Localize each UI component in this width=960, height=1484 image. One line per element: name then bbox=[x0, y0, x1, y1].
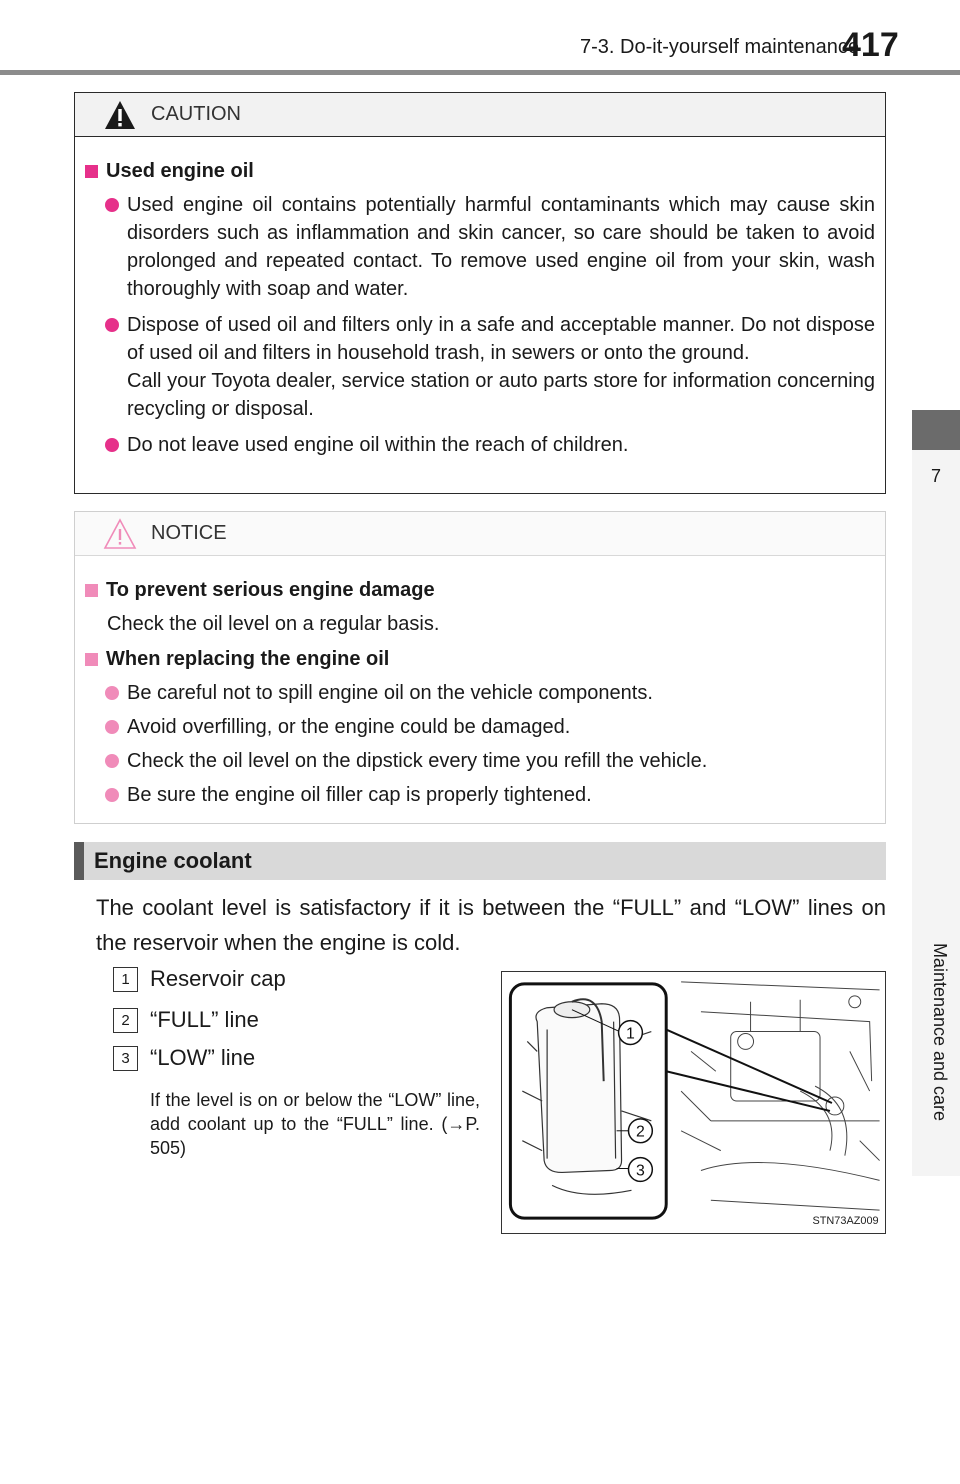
notice-bullet: Avoid overfilling, or the engine could be damaged. bbox=[105, 713, 875, 741]
caution-title: CAUTION bbox=[151, 103, 241, 125]
bullet-dot-icon bbox=[105, 754, 119, 768]
notice-text: Check the oil level on a regular basis. bbox=[107, 613, 440, 635]
square-bullet-icon bbox=[85, 653, 98, 666]
notice-subheading: To prevent serious engine damage bbox=[85, 576, 875, 604]
callout-item bbox=[113, 966, 286, 992]
warning-triangle-outline-icon bbox=[103, 518, 137, 550]
notice-bullet: Be careful not to spill engine oil on the vehicle components. bbox=[105, 679, 875, 707]
notice-title: NOTICE bbox=[151, 522, 227, 544]
callout-item bbox=[113, 1045, 255, 1071]
callout-number: 1 bbox=[113, 967, 138, 992]
notice-bullet: Be sure the engine oil filler cap is properly tightened. bbox=[105, 781, 875, 809]
engine-bay-drawing bbox=[502, 972, 885, 1233]
coolant-intro: The coolant level is satisfactory if it is between the “FULL” and “LOW” lines on the reservoir when the engine is cold. bbox=[96, 895, 886, 955]
caution-bullet-continuation: Call your Toyota dealer, service station or auto parts store for information concerning recycling or disposal. bbox=[127, 370, 875, 420]
warning-triangle-icon bbox=[103, 99, 137, 131]
callout-label: “LOW” line bbox=[150, 1045, 256, 1070]
caution-bullet: Dispose of used oil and filters only in a safe and acceptable manner. Do not dispose of used oil and filters in household trash, in sewers or onto the ground. bbox=[105, 311, 875, 367]
callout-number: 3 bbox=[113, 1046, 138, 1071]
caution-bullet: Do not leave used engine oil within the reach of children. bbox=[105, 431, 875, 459]
chapter-title: Maintenance and care bbox=[930, 942, 950, 1122]
notice-subheading: When replacing the engine oil bbox=[85, 645, 875, 673]
section-heading: Engine coolant bbox=[74, 842, 886, 880]
notice-header bbox=[75, 512, 885, 556]
bullet-dot-icon bbox=[105, 788, 119, 802]
svg-text:3: 3 bbox=[635, 1162, 645, 1180]
figure-code: STN73AZ009 bbox=[812, 1215, 879, 1228]
coolant-reservoir-illustration bbox=[501, 971, 886, 1234]
callout-number: 2 bbox=[113, 1008, 138, 1033]
notice-bullet: Check the oil level on the dipstick every time you refill the vehicle. bbox=[105, 747, 875, 775]
callout-label: Reservoir cap bbox=[150, 966, 286, 991]
callout-item bbox=[113, 1007, 259, 1033]
chapter-number: 7 bbox=[930, 466, 941, 486]
coolant-note: If the level is on or below the “LOW” line, add coolant up to the “FULL” line. (→P. 505) bbox=[150, 1090, 480, 1158]
caution-subheading: Used engine oil bbox=[85, 157, 875, 185]
bullet-dot-icon bbox=[105, 720, 119, 734]
bullet-dot-icon bbox=[105, 686, 119, 700]
svg-text:2: 2 bbox=[635, 1123, 645, 1141]
svg-text:1: 1 bbox=[626, 1025, 635, 1043]
header-rule bbox=[0, 70, 960, 75]
caution-box bbox=[74, 92, 886, 494]
callout-label: “FULL” line bbox=[150, 1007, 259, 1032]
square-bullet-icon bbox=[85, 165, 98, 178]
notice-box bbox=[74, 511, 886, 824]
caution-bullet: Used engine oil contains potentially harmful contaminants which may cause skin disorders such as inflammation and skin cancer, so care should be taken to avoid prolonged and repeated contact. To remove used engine oil from your skin, wash thoroughly with soap and water. bbox=[105, 191, 875, 303]
bullet-dot-icon bbox=[105, 198, 119, 212]
caution-header bbox=[75, 93, 885, 137]
bullet-dot-icon bbox=[105, 318, 119, 332]
page-number: 417 bbox=[842, 26, 899, 64]
square-bullet-icon bbox=[85, 584, 98, 597]
header-section-title: 7-3. Do-it-yourself maintenance bbox=[580, 36, 860, 58]
bullet-dot-icon bbox=[105, 438, 119, 452]
chapter-number-box bbox=[912, 450, 960, 892]
